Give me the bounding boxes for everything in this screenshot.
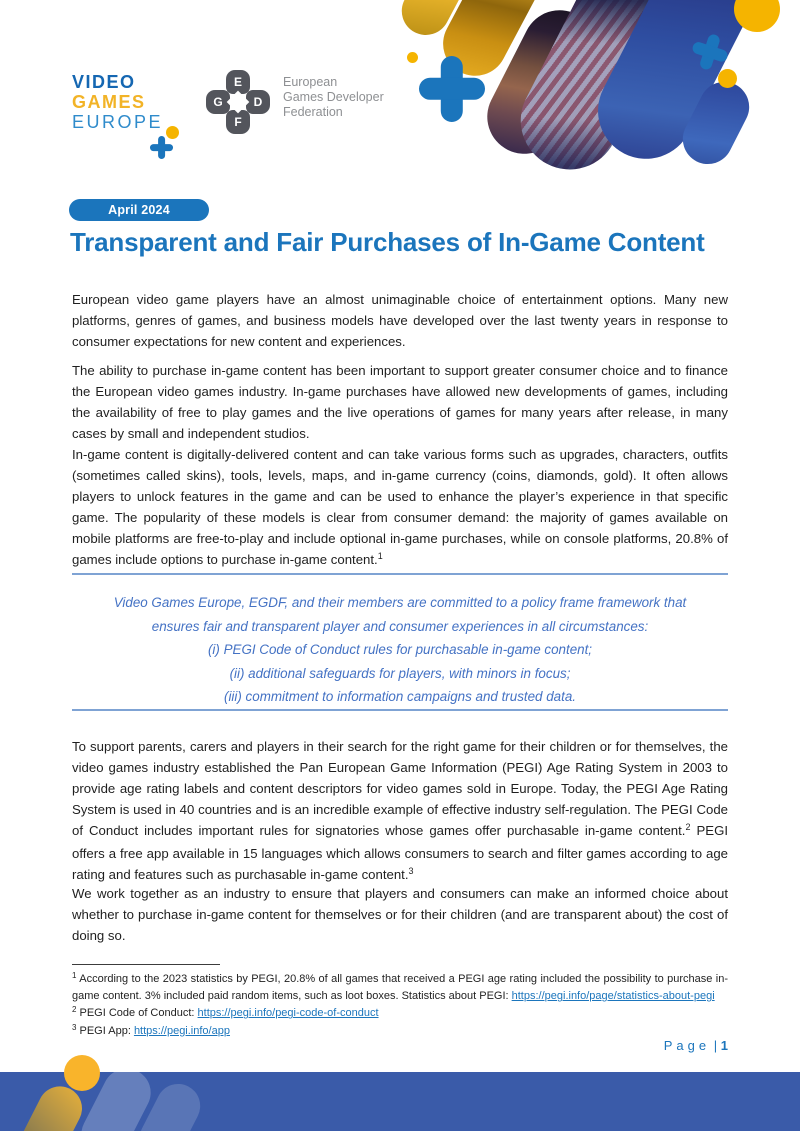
paragraph-pegi [72,736,728,887]
egdf-logo-name [283,75,384,120]
footnote-ref-1: 1 [377,551,383,561]
photo-pill-gold-small [393,0,482,43]
footer-band [0,1072,800,1131]
footnote-ref-2: 2 [685,822,691,832]
footnote-text: According to the 2023 statistics by PEGI, 20.8% of all games that received a PEGI age rating included the possibility to purchase in-game content. 3% included paid random items, such as loot boxes. Statistics about PEGI: [72,973,728,1003]
page-title: Transparent and Fair Purchases of In-Game Content [70,227,705,257]
footnote-2 [72,1005,728,1022]
paragraph-text: To support parents, carers and players in their search for the right game for their children or for themselves, the video games industry established the Pan European Game Information (PEGI) Age Rating System in 2003 to provide age rating labels and content descriptors for video games sold in Europe. Today, the PEGI Age Rating System is used in 40 countries and is an incredible example of effective industry self-regulation. The PEGI Code of Conduct includes important rules for signatories whose games offer purchasable in-game content. [72,739,728,838]
paragraph-industry-commitment: We work together as an industry to ensure that players and consumers can make an informed choice about whether to purchase in-game content for themselves or for their children (and are transparent about) the cost of doing so. [72,886,728,943]
photo-pill-blue [581,0,770,175]
footnote-marker: 1 [72,971,77,980]
pegi-code-of-conduct-link[interactable]: https://pegi.info/pegi-code-of-conduct [197,1007,379,1020]
footnote-marker: 2 [72,1005,77,1015]
quote-line: Video Games Europe, EGDF, and their members are committed to a policy frame framework that [113,595,687,610]
paragraph-text: In-game content is digitally-delivered content and can take various forms such as upgrades, characters, outfits (sometimes called skins), tools, levels, maps, and in-game currency (coins, diamonds, gold). It often allows players to unlock features in the game and can be used to enhance the player’s experience in that specific game. The popularity of these models is clear from consumer demand: the majority of games available on mobile platforms are free-to-play and include optional in-game purchases, while on console platforms, 20.8% of games include options to purchase in-game content. [72,447,728,567]
photo-pill-gold [432,0,568,87]
commitment-quote [72,591,728,709]
footnote-1 [72,971,728,1005]
yellow-circle-icon [64,1055,100,1091]
footnote-ref-3: 3 [408,866,414,876]
paragraph-intro: European video game players have an almost unimaginable choice of entertainment options. Many new platforms, genres of games, and business models have developed over the last twenty years in response to consumer expectations for new content and experiences. [72,292,728,349]
quote-line: (iii) commitment to information campaigns and trusted data. [223,689,577,704]
dpad-letter-g: G [206,90,230,114]
egdf-name-line: Federation [283,105,343,119]
pegi-app-link[interactable]: https://pegi.info/app [133,1024,230,1037]
photo-pill-blue-small [674,73,758,172]
vge-logo-word-video: VIDEO [72,72,136,92]
egdf-name-line: Games Developer [283,90,384,104]
paragraph-ingame-content [72,444,728,572]
page-word: Page [663,1038,711,1053]
pegi-statistics-link[interactable]: https://pegi.info/page/statistics-about-pegi [511,990,715,1003]
quote-line: (ii) additional safeguards for players, with minors in focus; [229,665,571,681]
egdf-dpad-icon [206,70,270,134]
dpad-letter-d: D [246,90,270,114]
egdf-name-line: European [283,75,338,89]
footnotes [72,971,728,1040]
video-games-europe-logo [72,72,182,162]
vge-logo-word-europe: EUROPE [72,112,164,132]
date-badge: April 2024 [69,199,209,221]
yellow-dot-icon [718,69,737,88]
page-number [72,1038,728,1053]
yellow-dot-icon [407,52,418,63]
footnote-marker: 3 [72,1022,77,1032]
vge-logo-word-games: GAMES [72,92,146,112]
divider-line [72,709,728,711]
page-number-value: 1 [720,1038,728,1053]
footnote-text: PEGI Code of Conduct: [76,1007,198,1020]
footnote-text: PEGI App: [76,1024,134,1037]
quote-line: ensures fair and transparent player and consumer experiences in all circumstances: [151,618,649,634]
photo-pill-player-striped-shirt [504,0,690,186]
photo-pill-player-face [475,0,610,167]
plus-icon [687,29,732,74]
divider-line [72,573,728,575]
dpad-letter-f: F [226,110,250,134]
paragraph-text: PEGI offers a free app available in 15 languages which allows consumers to search and filter games according to age rating and features such as purchasable in-game content. [72,823,728,882]
footnote-separator [72,964,220,965]
egdf-logo [206,68,436,138]
page-separator: | [713,1038,718,1053]
plus-icon [150,136,173,159]
yellow-circle-icon [734,0,780,32]
paragraph-purchase-importance: The ability to purchase in-game content has been important to support greater consumer choice and to finance the European video games industry. In-game purchases have allowed new developments of games, including the availability of free to play games and the live operations of games for many years after release, in many cases by small and independent studios. [72,363,728,441]
quote-line: (i) PEGI Code of Conduct rules for purchasable in-game content; [207,642,593,657]
dpad-letter-e: E [226,70,250,94]
